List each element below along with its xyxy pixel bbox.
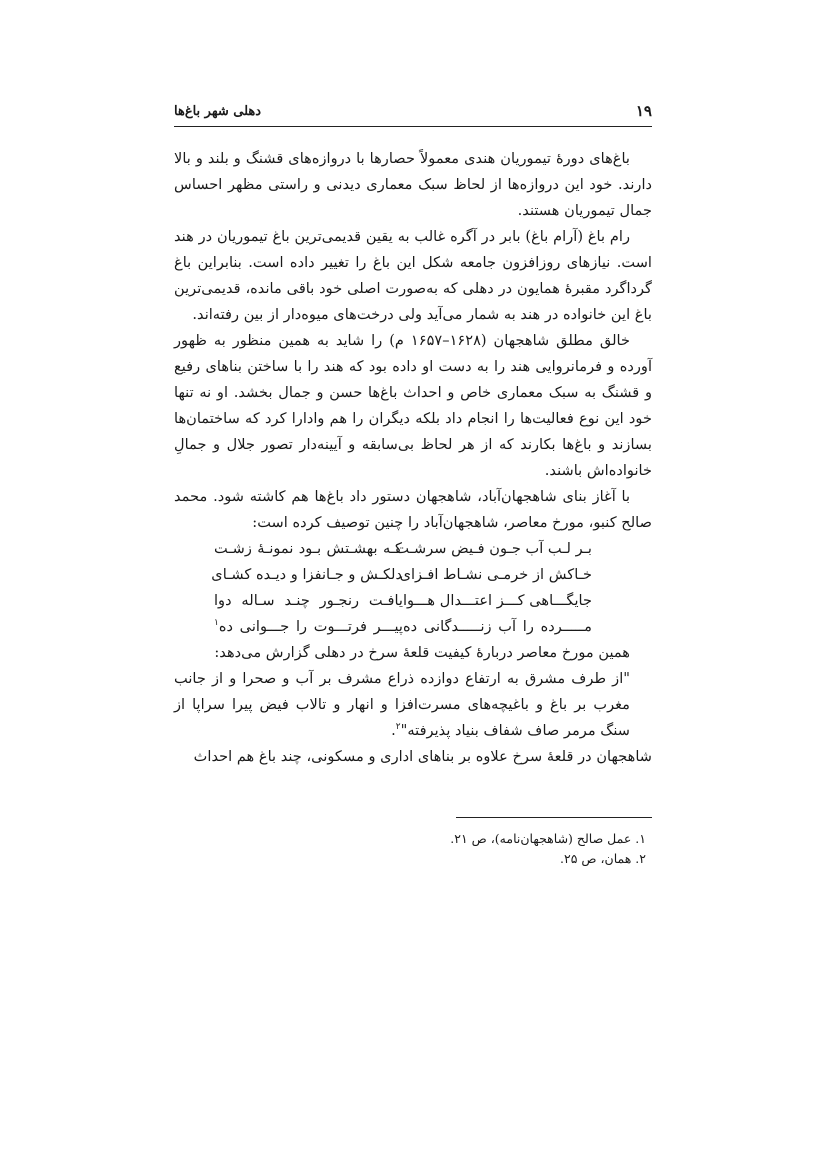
quotation: "از طرف مشرق به ارتفاع دوازده ذراع مشرف بر آب و صحرا و از جانب مغرب بر باغ و باغیچه‌های مسرت‌افزا و انهار و تالاب فیض پیرا سراپا از سنگ مرمر صاف شفاف بنیاد پذیرفته"$^۲$. (174, 670, 630, 739)
poem-verse (214, 588, 592, 614)
quotation-text: "از طرف مشرق به ارتفاع دوازده ذراع مشرف بر آب و صحرا و از جانب مغرب بر باغ و باغیچه‌های مسرت‌افزا و انهار و تالاب فیض پیرا سراپا از سنگ مرمر صاف شفاف بنیاد پذیرفته" (174, 670, 630, 739)
poem-verse (214, 536, 592, 562)
paragraph-3: خالق مطلق شاهجهان (۱۶۲۸–۱۶۵۷ م) را شاید به همین منظور به ظهور آورده و فرمانروایی هند را به دست او داده بود که هند را با ساختن بناهای رفیع و قشنگ به سبک معماری خاص و احداث باغ‌ها حسن و جمال بخشد. او نه تنها خود این نوع فعالیت‌ها را انجام داد بلکه دیگران را هم وادارا کرد که ساختمان‌ها بسازند و باغ‌ها بکارند که از هر لحاظ بی‌سابقه و آیینه‌دار تصور جلال و جمالِ خانواده‌اش باشند. (174, 332, 652, 479)
poem-verse (214, 614, 592, 640)
verse-first-half: بـر لـب آب جـون فـیض سرشـت (395, 540, 592, 557)
paragraph-2: رام باغ (آرام باغ) بابر در آگره غالب به یقین قدیمی‌ترین باغ تیموریان در هند است. نیازهای روزافزون جامعه شکل این باغ را تغییر داده است. بنابراین باغ گرداگرد مقبرهٔ همایون در دهلی که به‌صورت اصلی خود باقی مانده، قدیمی‌ترین باغ این خانواده در هند به شمار می‌آید ولی درخت‌های میوه‌دار از بین رفته‌اند. (174, 228, 652, 323)
footnote-divider (456, 817, 652, 818)
verse-first-half: مـــــرده را آب زنـــــدگانی ده (403, 618, 592, 635)
footnote-mark-1: ۱ (214, 618, 219, 629)
verse-second-half (214, 614, 403, 640)
paragraph-4: با آغاز بنای شاهجهان‌آباد، شاهجهان دستور داد باغ‌ها هم کاشته شود. محمد صالح کنبو، مورخ معاصر، شاهجهان‌آباد را چنین توصیف کرده است: (174, 488, 652, 531)
footnote-mark-2: ۲ (395, 722, 401, 733)
poem (174, 536, 652, 640)
verse-first-half: خـاکش از خرمـی نشـاط افـزای (399, 566, 592, 583)
page-number: ۱۹ (635, 102, 652, 120)
poem-verse (211, 562, 592, 588)
verse-second-half-text: پیـــر فرتـــوت را جـــوانی ده (218, 618, 403, 635)
footnote-1: ۱. عمل صالح (شاهجهان‌نامه)، ص ۲۱. (450, 831, 646, 846)
verse-first-half: جایگـــاهی کـــز اعتـــدال هـــوا (403, 592, 592, 609)
verse-second-half: کـه بهشـتش بـود نمونـهٔ زشـت (214, 540, 402, 557)
running-title: دهلی شهر باغ‌ها (174, 104, 262, 119)
paragraph-6: شاهجهان در قلعهٔ سرخ علاوه بر بناهای اداری و مسکونی، چند باغ هم احداث (193, 748, 652, 765)
verse-second-half: یافـت رنجـور چنـد سـاله دوا (214, 592, 403, 609)
paragraph-1: باغ‌های دورهٔ تیموریان هندی معمولاً حصارها با دروازه‌های قشنگ و بلند و بالا دارند. خود این دروازه‌ها از لحاظ سبک معماری دیدنی و راستی مظهر احساس جمال تیموریان هستند. (174, 150, 652, 219)
footnotes (174, 829, 652, 869)
paragraph-5: همین مورخ معاصر دربارهٔ کیفیت قلعهٔ سرخ در دهلی گزارش می‌دهد: (214, 644, 630, 661)
body-text (174, 146, 652, 770)
page-header (174, 100, 652, 127)
footnote-2: ۲. همان، ص ۲۵. (560, 851, 646, 866)
verse-second-half: دلکـش و جـانفزا و دیـده کشـای (211, 566, 402, 583)
